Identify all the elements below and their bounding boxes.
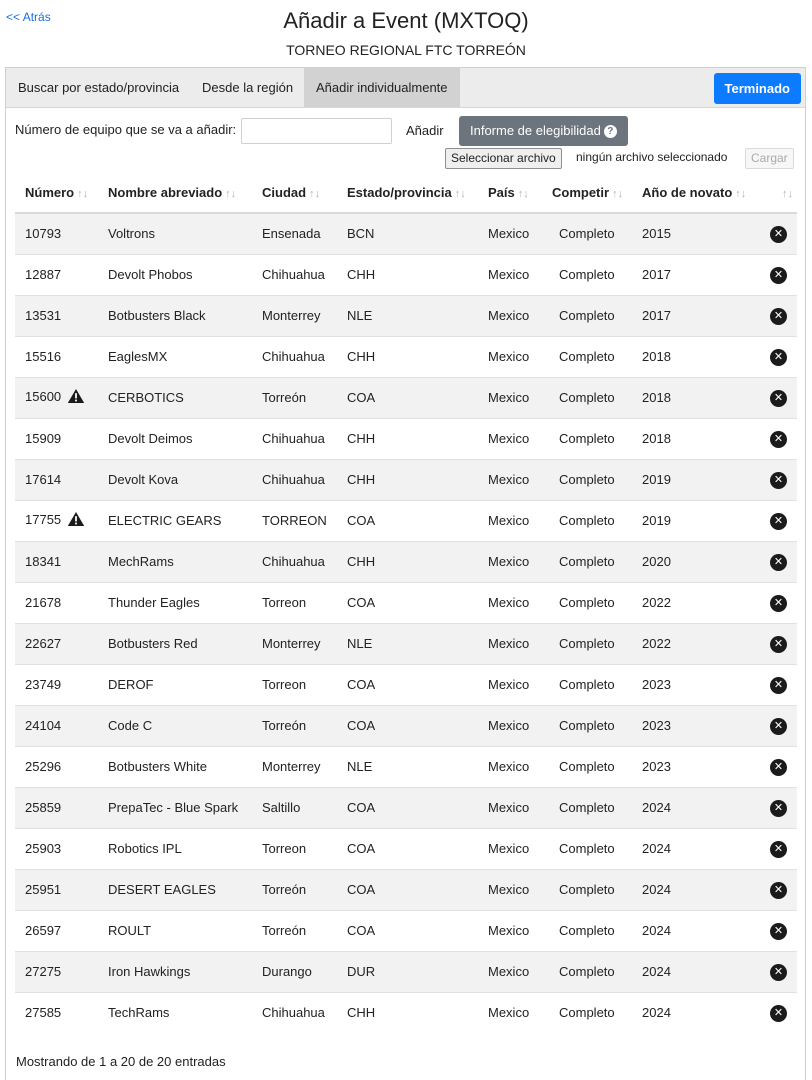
col-header-city[interactable] bbox=[252, 172, 337, 213]
team-number-cell bbox=[15, 254, 98, 295]
city-cell: Torreón bbox=[252, 910, 337, 951]
team-number-cell bbox=[15, 992, 98, 1033]
actions-cell bbox=[750, 623, 797, 664]
city-cell: Torreon bbox=[252, 582, 337, 623]
remove-team-icon[interactable]: ✕ bbox=[770, 431, 787, 448]
table-row bbox=[15, 869, 797, 910]
actions-cell bbox=[750, 582, 797, 623]
col-city-label: Ciudad bbox=[262, 184, 307, 200]
team-name-cell: Devolt Kova bbox=[98, 459, 252, 500]
remove-team-icon[interactable]: ✕ bbox=[770, 554, 787, 571]
team-number: 22627 bbox=[25, 636, 62, 651]
team-number: 15909 bbox=[25, 431, 62, 446]
actions-cell bbox=[750, 828, 797, 869]
actions-cell bbox=[750, 910, 797, 951]
state-cell: COA bbox=[337, 377, 478, 418]
team-number: 15516 bbox=[25, 349, 62, 364]
table-row bbox=[15, 910, 797, 951]
compete-cell: Completo bbox=[542, 992, 632, 1033]
table-row bbox=[15, 664, 797, 705]
rookie-year-cell: 2023 bbox=[632, 746, 750, 787]
add-teams-panel bbox=[5, 67, 806, 1080]
team-number-cell bbox=[15, 664, 98, 705]
state-cell: CHH bbox=[337, 992, 478, 1033]
table-row bbox=[15, 787, 797, 828]
table-header bbox=[15, 172, 797, 213]
teams-table bbox=[15, 172, 797, 1033]
add-team-form bbox=[15, 117, 805, 147]
state-cell: COA bbox=[337, 582, 478, 623]
compete-cell: Completo bbox=[542, 377, 632, 418]
state-cell: CHH bbox=[337, 418, 478, 459]
state-cell: BCN bbox=[337, 213, 478, 254]
team-name-cell: PrepaTec - Blue Spark bbox=[98, 787, 252, 828]
remove-team-icon[interactable]: ✕ bbox=[770, 349, 787, 366]
city-cell: Torreon bbox=[252, 828, 337, 869]
compete-cell: Completo bbox=[542, 459, 632, 500]
compete-cell: Completo bbox=[542, 910, 632, 951]
team-number-cell bbox=[15, 418, 98, 459]
actions-cell bbox=[750, 664, 797, 705]
actions-cell bbox=[750, 705, 797, 746]
remove-team-icon[interactable]: ✕ bbox=[770, 923, 787, 940]
sort-icon: ↑↓ bbox=[735, 187, 747, 200]
actions-cell bbox=[750, 500, 797, 541]
country-cell: Mexico bbox=[478, 910, 542, 951]
country-cell: Mexico bbox=[478, 869, 542, 910]
city-cell: Torreón bbox=[252, 377, 337, 418]
table-row bbox=[15, 623, 797, 664]
team-name-cell: DESERT EAGLES bbox=[98, 869, 252, 910]
city-cell: Monterrey bbox=[252, 295, 337, 336]
help-icon: ? bbox=[604, 125, 617, 138]
team-number: 27275 bbox=[25, 964, 62, 979]
remove-team-icon[interactable]: ✕ bbox=[770, 267, 787, 284]
team-number: 26597 bbox=[25, 923, 62, 938]
compete-cell: Completo bbox=[542, 664, 632, 705]
actions-cell bbox=[750, 869, 797, 910]
table-row bbox=[15, 377, 797, 418]
tab-add-individually[interactable]: Añadir individualmente bbox=[304, 68, 460, 107]
team-number-cell bbox=[15, 869, 98, 910]
back-link[interactable]: << Atrás bbox=[6, 10, 51, 24]
city-cell: TORREON bbox=[252, 500, 337, 541]
compete-cell: Completo bbox=[542, 336, 632, 377]
state-cell: NLE bbox=[337, 746, 478, 787]
team-number-cell bbox=[15, 213, 98, 254]
team-number: 27585 bbox=[25, 1005, 62, 1021]
city-cell: Ensenada bbox=[252, 213, 337, 254]
rookie-year-cell: 2018 bbox=[632, 418, 750, 459]
table-row bbox=[15, 500, 797, 541]
table-row bbox=[15, 705, 797, 746]
team-name-cell: MechRams bbox=[98, 541, 252, 582]
state-cell: CHH bbox=[337, 459, 478, 500]
state-cell: COA bbox=[337, 705, 478, 746]
table-info: Mostrando de 1 a 20 de 20 entradas bbox=[16, 1054, 226, 1069]
team-number: 17614 bbox=[25, 472, 62, 487]
country-cell: Mexico bbox=[478, 254, 542, 295]
rookie-year-cell: 2019 bbox=[632, 500, 750, 541]
city-cell: Monterrey bbox=[252, 623, 337, 664]
compete-cell: Completo bbox=[542, 869, 632, 910]
compete-cell: Completo bbox=[542, 213, 632, 254]
rookie-year-cell: 2018 bbox=[632, 377, 750, 418]
remove-team-icon[interactable]: ✕ bbox=[770, 718, 787, 735]
country-cell: Mexico bbox=[478, 541, 542, 582]
city-cell: Chihuahua bbox=[252, 541, 337, 582]
table-row bbox=[15, 336, 797, 377]
country-cell: Mexico bbox=[478, 377, 542, 418]
remove-team-icon[interactable]: ✕ bbox=[770, 964, 787, 981]
team-number: 25859 bbox=[25, 800, 62, 815]
team-number: 25296 bbox=[25, 759, 62, 774]
team-number: 25903 bbox=[25, 841, 62, 856]
country-cell: Mexico bbox=[478, 418, 542, 459]
team-number: 18341 bbox=[25, 554, 62, 569]
state-cell: NLE bbox=[337, 295, 478, 336]
country-cell: Mexico bbox=[478, 705, 542, 746]
country-cell: Mexico bbox=[478, 664, 542, 705]
table-row bbox=[15, 828, 797, 869]
remove-team-icon[interactable]: ✕ bbox=[770, 308, 787, 325]
remove-team-icon[interactable]: ✕ bbox=[770, 226, 787, 243]
actions-cell bbox=[750, 377, 797, 418]
compete-cell: Completo bbox=[542, 541, 632, 582]
state-cell: CHH bbox=[337, 336, 478, 377]
country-cell: Mexico bbox=[478, 500, 542, 541]
table-row bbox=[15, 254, 797, 295]
team-number: 12887 bbox=[25, 267, 62, 282]
sort-icon: ↑↓ bbox=[309, 187, 321, 200]
col-compete-label: Competir bbox=[552, 184, 610, 200]
rookie-year-cell: 2023 bbox=[632, 705, 750, 746]
col-state-label: Estado/provincia bbox=[347, 184, 452, 200]
rookie-year-cell: 2020 bbox=[632, 541, 750, 582]
country-cell: Mexico bbox=[478, 992, 542, 1033]
team-number-cell bbox=[15, 541, 98, 582]
team-number-cell bbox=[15, 582, 98, 623]
team-name-cell: Botbusters White bbox=[98, 746, 252, 787]
state-cell: CHH bbox=[337, 254, 478, 295]
warning-icon bbox=[67, 511, 85, 530]
state-cell: NLE bbox=[337, 623, 478, 664]
no-file-label: ningún archivo seleccionado bbox=[576, 150, 728, 164]
compete-cell: Completo bbox=[542, 951, 632, 992]
sort-icon: ↑↓ bbox=[225, 187, 237, 200]
team-number-cell bbox=[15, 746, 98, 787]
team-number-cell bbox=[15, 377, 98, 418]
team-number: 25951 bbox=[25, 882, 62, 897]
rookie-year-cell: 2024 bbox=[632, 828, 750, 869]
team-name-cell: Devolt Deimos bbox=[98, 418, 252, 459]
rookie-year-cell: 2019 bbox=[632, 459, 750, 500]
team-name-cell: Thunder Eagles bbox=[98, 582, 252, 623]
city-cell: Monterrey bbox=[252, 746, 337, 787]
actions-cell bbox=[750, 787, 797, 828]
team-number: 21678 bbox=[25, 595, 62, 610]
col-header-state[interactable] bbox=[337, 172, 478, 213]
team-name-cell: EaglesMX bbox=[98, 336, 252, 377]
state-cell: COA bbox=[337, 787, 478, 828]
remove-team-icon[interactable]: ✕ bbox=[770, 759, 787, 776]
country-cell: Mexico bbox=[478, 746, 542, 787]
compete-cell: Completo bbox=[542, 746, 632, 787]
actions-cell bbox=[750, 992, 797, 1033]
event-subtitle: TORNEO REGIONAL FTC TORREÓN bbox=[286, 42, 526, 58]
team-number-cell bbox=[15, 705, 98, 746]
compete-cell: Completo bbox=[542, 500, 632, 541]
actions-cell bbox=[750, 746, 797, 787]
city-cell: Torreon bbox=[252, 664, 337, 705]
state-cell: COA bbox=[337, 910, 478, 951]
team-name-cell: Botbusters Red bbox=[98, 623, 252, 664]
rookie-year-cell: 2024 bbox=[632, 910, 750, 951]
table-row bbox=[15, 459, 797, 500]
sort-icon: ↑↓ bbox=[517, 187, 529, 200]
remove-team-icon[interactable]: ✕ bbox=[770, 513, 787, 530]
compete-cell: Completo bbox=[542, 705, 632, 746]
eligibility-report-button[interactable] bbox=[459, 116, 628, 146]
remove-team-icon[interactable]: ✕ bbox=[770, 841, 787, 858]
city-cell: Chihuahua bbox=[252, 336, 337, 377]
team-name-cell: Code C bbox=[98, 705, 252, 746]
tab-from-region[interactable]: Desde la región bbox=[202, 80, 294, 95]
team-number: 10793 bbox=[25, 226, 62, 242]
team-name-cell: Robotics IPL bbox=[98, 828, 252, 869]
team-number: 17755 bbox=[25, 512, 62, 527]
col-header-name[interactable] bbox=[98, 172, 252, 213]
remove-team-icon[interactable]: ✕ bbox=[770, 1005, 787, 1022]
remove-team-icon[interactable]: ✕ bbox=[770, 595, 787, 612]
team-name-cell: CERBOTICS bbox=[98, 377, 252, 418]
table-row bbox=[15, 992, 797, 1033]
state-cell: COA bbox=[337, 869, 478, 910]
col-header-compete[interactable] bbox=[542, 172, 632, 213]
done-button[interactable]: Terminado bbox=[714, 73, 802, 104]
choose-file-button[interactable]: Seleccionar archivo bbox=[445, 148, 562, 169]
rookie-year-cell: 2018 bbox=[632, 336, 750, 377]
country-cell: Mexico bbox=[478, 828, 542, 869]
team-number-cell bbox=[15, 828, 98, 869]
country-cell: Mexico bbox=[478, 582, 542, 623]
add-button[interactable]: Añadir bbox=[406, 123, 444, 138]
sort-icon: ↑↓ bbox=[782, 187, 793, 200]
table-row bbox=[15, 213, 797, 254]
rookie-year-cell: 2023 bbox=[632, 664, 750, 705]
compete-cell: Completo bbox=[542, 295, 632, 336]
country-cell: Mexico bbox=[478, 787, 542, 828]
remove-team-icon[interactable]: ✕ bbox=[770, 636, 787, 653]
rookie-year-cell: 2015 bbox=[632, 213, 750, 254]
actions-cell bbox=[750, 254, 797, 295]
city-cell: Chihuahua bbox=[252, 992, 337, 1033]
team-name-cell: TechRams bbox=[98, 992, 252, 1033]
col-number-label: Número bbox=[25, 184, 75, 200]
compete-cell: Completo bbox=[542, 254, 632, 295]
country-cell: Mexico bbox=[478, 459, 542, 500]
team-name-cell: DEROF bbox=[98, 664, 252, 705]
remove-team-icon[interactable]: ✕ bbox=[770, 472, 787, 489]
col-header-number[interactable] bbox=[15, 172, 98, 213]
col-header-actions[interactable] bbox=[750, 172, 797, 213]
city-cell: Chihuahua bbox=[252, 459, 337, 500]
team-number-cell bbox=[15, 787, 98, 828]
upload-button[interactable]: Cargar bbox=[745, 148, 794, 169]
team-number-cell bbox=[15, 951, 98, 992]
tab-search-by-state[interactable]: Buscar por estado/provincia bbox=[18, 80, 180, 95]
team-name-cell: ELECTRIC GEARS bbox=[98, 500, 252, 541]
compete-cell: Completo bbox=[542, 623, 632, 664]
team-number-cell bbox=[15, 500, 98, 541]
country-cell: Mexico bbox=[478, 951, 542, 992]
country-cell: Mexico bbox=[478, 623, 542, 664]
city-cell: Chihuahua bbox=[252, 418, 337, 459]
table-row bbox=[15, 746, 797, 787]
table-row bbox=[15, 582, 797, 623]
rookie-year-cell: 2022 bbox=[632, 582, 750, 623]
sort-icon: ↑↓ bbox=[454, 187, 466, 200]
eligibility-report-label: Informe de elegibilidad bbox=[470, 123, 601, 138]
table-row bbox=[15, 951, 797, 992]
table-row bbox=[15, 295, 797, 336]
city-cell: Torreón bbox=[252, 705, 337, 746]
file-upload-row bbox=[445, 148, 805, 170]
team-name-cell: Voltrons bbox=[98, 213, 252, 254]
table-row bbox=[15, 418, 797, 459]
compete-cell: Completo bbox=[542, 828, 632, 869]
team-number: 23749 bbox=[25, 677, 62, 692]
country-cell: Mexico bbox=[478, 336, 542, 377]
city-cell: Durango bbox=[252, 951, 337, 992]
warning-icon bbox=[67, 388, 85, 407]
country-cell: Mexico bbox=[478, 213, 542, 254]
team-name-cell: Devolt Phobos bbox=[98, 254, 252, 295]
state-cell: CHH bbox=[337, 541, 478, 582]
rookie-year-cell: 2024 bbox=[632, 992, 750, 1033]
team-number: 15600 bbox=[25, 389, 62, 404]
state-cell: DUR bbox=[337, 951, 478, 992]
team-number: 13531 bbox=[25, 308, 62, 323]
sort-icon: ↑↓ bbox=[77, 187, 89, 200]
team-number: 24104 bbox=[25, 718, 62, 733]
team-number-cell bbox=[15, 910, 98, 951]
actions-cell bbox=[750, 459, 797, 500]
remove-team-icon[interactable]: ✕ bbox=[770, 677, 787, 694]
col-header-rookie-year[interactable] bbox=[632, 172, 750, 213]
compete-cell: Completo bbox=[542, 418, 632, 459]
actions-cell bbox=[750, 951, 797, 992]
city-cell: Torreón bbox=[252, 869, 337, 910]
rookie-year-cell: 2022 bbox=[632, 623, 750, 664]
state-cell: COA bbox=[337, 664, 478, 705]
tab-bar bbox=[6, 68, 805, 108]
team-number-cell bbox=[15, 336, 98, 377]
rookie-year-cell: 2017 bbox=[632, 295, 750, 336]
table-row bbox=[15, 541, 797, 582]
team-number-input[interactable] bbox=[241, 118, 392, 144]
state-cell: COA bbox=[337, 828, 478, 869]
page-title: Añadir a Event (MXTOQ) bbox=[283, 8, 529, 33]
team-name-cell: Botbusters Black bbox=[98, 295, 252, 336]
team-name-cell: ROULT bbox=[98, 910, 252, 951]
remove-team-icon[interactable]: ✕ bbox=[770, 800, 787, 817]
sort-icon: ↑↓ bbox=[612, 187, 624, 200]
rookie-year-cell: 2024 bbox=[632, 787, 750, 828]
remove-team-icon[interactable]: ✕ bbox=[770, 882, 787, 899]
table-body bbox=[15, 213, 797, 1033]
rookie-year-cell: 2024 bbox=[632, 951, 750, 992]
city-cell: Saltillo bbox=[252, 787, 337, 828]
col-rookie-year-label: Año de novato bbox=[642, 184, 733, 200]
col-header-country[interactable] bbox=[478, 172, 542, 213]
compete-cell: Completo bbox=[542, 787, 632, 828]
actions-cell bbox=[750, 541, 797, 582]
team-number-cell bbox=[15, 459, 98, 500]
team-number-label: Número de equipo que se va a añadir: bbox=[15, 122, 237, 137]
team-number-cell bbox=[15, 623, 98, 664]
actions-cell bbox=[750, 336, 797, 377]
remove-team-icon[interactable]: ✕ bbox=[770, 390, 787, 407]
rookie-year-cell: 2017 bbox=[632, 254, 750, 295]
col-country-label: País bbox=[488, 184, 515, 200]
actions-cell bbox=[750, 295, 797, 336]
col-name-label: Nombre abreviado bbox=[108, 184, 223, 200]
rookie-year-cell: 2024 bbox=[632, 869, 750, 910]
actions-cell bbox=[750, 213, 797, 254]
team-name-cell: Iron Hawkings bbox=[98, 951, 252, 992]
compete-cell: Completo bbox=[542, 582, 632, 623]
country-cell: Mexico bbox=[478, 295, 542, 336]
team-number-cell bbox=[15, 295, 98, 336]
city-cell: Chihuahua bbox=[252, 254, 337, 295]
actions-cell bbox=[750, 418, 797, 459]
state-cell: COA bbox=[337, 500, 478, 541]
